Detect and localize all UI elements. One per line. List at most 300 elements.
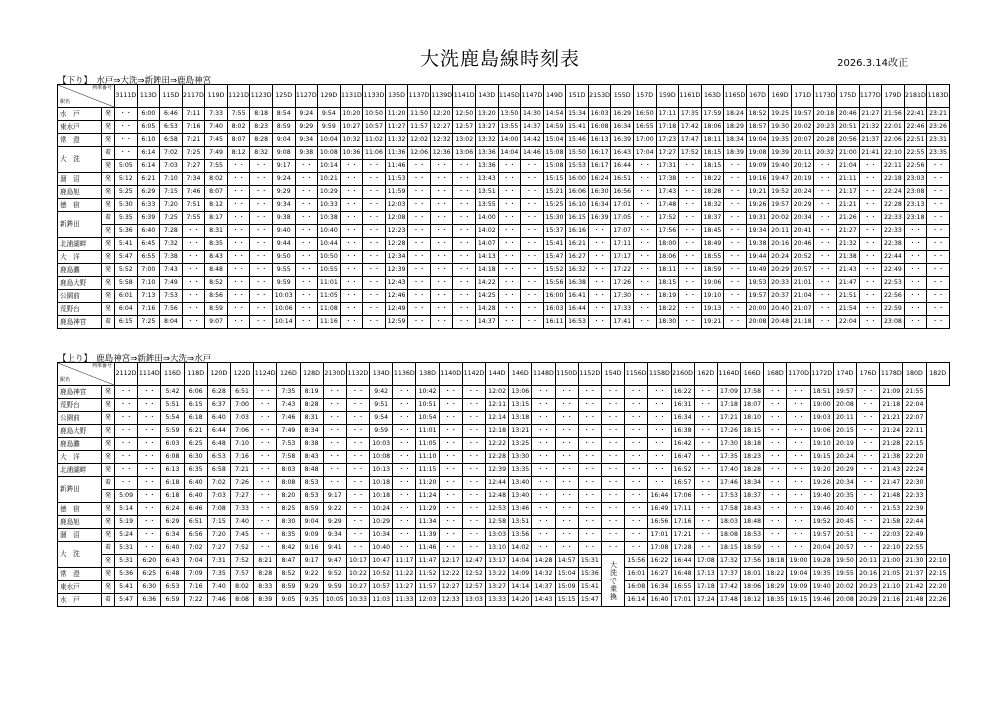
time-cell: ・・ (346, 542, 369, 555)
time-cell: ・・ (588, 277, 611, 290)
time-cell: 16:44 (566, 303, 589, 316)
time-cell: 17:18 (694, 581, 717, 594)
time-cell: ・・ (430, 212, 453, 225)
train-number-cell: 1172D (810, 363, 833, 386)
time-cell: 5:41 (115, 581, 138, 594)
time-cell: 19:57 (810, 529, 833, 542)
time-cell: 13:03 (462, 594, 485, 607)
station-name-cell: 徳 宿 (58, 503, 102, 516)
time-cell: ・・ (927, 199, 950, 212)
time-cell: ・・ (393, 490, 416, 503)
time-cell: 16:29 (611, 108, 634, 121)
time-cell: 20:51 (833, 529, 856, 542)
time-cell: 18:11 (701, 134, 724, 147)
time-cell: ・・ (857, 516, 880, 529)
time-cell: 8:03 (277, 464, 300, 477)
time-cell: 21:18 (880, 399, 903, 412)
time-cell: ・・ (578, 529, 601, 542)
time-cell: 21:04 (837, 160, 860, 173)
time-cell: ・・ (633, 251, 656, 264)
time-cell: 7:02 (184, 542, 207, 555)
corner-train-number-label: 列車番号 (91, 363, 112, 369)
arrive-depart-cell: 発 (102, 186, 115, 199)
time-cell: 12:36 (430, 147, 453, 160)
time-cell: ・・ (250, 264, 273, 277)
train-number-cell: 175D (837, 85, 860, 108)
time-cell: 18:37 (701, 212, 724, 225)
time-cell: ・・ (764, 503, 787, 516)
time-cell: 16:22 (648, 555, 671, 568)
time-cell: 20:12 (791, 160, 814, 173)
time-cell: 10:03 (272, 290, 295, 303)
table-row (58, 173, 950, 186)
time-cell: 8:59 (272, 121, 295, 134)
time-cell: ・・ (393, 529, 416, 542)
time-cell: 8:21 (254, 555, 277, 568)
time-cell: 22:59 (882, 303, 905, 316)
time-cell: ・・ (764, 399, 787, 412)
time-cell: ・・ (295, 225, 318, 238)
time-cell: ・・ (363, 160, 386, 173)
time-cell: 15:04 (543, 134, 566, 147)
time-cell: 15:46 (566, 134, 589, 147)
table-row (58, 529, 950, 542)
time-cell: ・・ (625, 490, 648, 503)
time-cell: 6:18 (184, 412, 207, 425)
time-cell: 10:29 (318, 186, 341, 199)
time-cell: 5:47 (115, 594, 138, 607)
time-cell: 23:31 (927, 134, 950, 147)
time-cell: ・・ (532, 451, 555, 464)
time-cell: 21:26 (837, 212, 860, 225)
time-cell: 14:00 (498, 134, 521, 147)
time-cell: 8:48 (300, 464, 323, 477)
time-cell: 14:04 (498, 147, 521, 160)
header-corner-cell (58, 363, 115, 386)
time-cell: ・・ (633, 264, 656, 277)
time-cell: 7:20 (160, 199, 183, 212)
time-cell: 7:22 (184, 594, 207, 607)
train-number-cell: 3111D (115, 85, 138, 108)
time-cell: ・・ (408, 160, 431, 173)
time-cell: ・・ (588, 238, 611, 251)
time-cell: ・・ (578, 503, 601, 516)
time-cell: 18:32 (701, 199, 724, 212)
time-cell: 18:48 (741, 516, 764, 529)
time-cell: ・・ (227, 251, 250, 264)
time-cell: 9:55 (272, 264, 295, 277)
time-cell: 22:33 (882, 212, 905, 225)
time-cell: ・・ (408, 238, 431, 251)
time-cell: 7:25 (160, 212, 183, 225)
time-cell: 17:56 (656, 225, 679, 238)
time-cell: ・・ (439, 464, 462, 477)
time-cell: ・・ (254, 503, 277, 516)
time-cell: ・・ (453, 160, 476, 173)
time-cell: 6:46 (160, 108, 183, 121)
time-cell: 20:16 (857, 568, 880, 581)
time-cell: 20:52 (791, 251, 814, 264)
time-cell: 11:36 (385, 147, 408, 160)
time-cell: 13:33 (486, 594, 509, 607)
time-cell: 19:28 (810, 555, 833, 568)
time-cell: 18:51 (810, 386, 833, 399)
time-cell: 18:12 (741, 594, 764, 607)
arrive-depart-cell: 発 (102, 412, 115, 425)
time-cell: 7:53 (277, 438, 300, 451)
time-cell: 21:54 (837, 303, 860, 316)
time-cell: 20:11 (769, 225, 792, 238)
table-row (58, 399, 950, 412)
arrive-depart-cell: 発 (102, 225, 115, 238)
time-cell: 6:20 (138, 555, 161, 568)
time-cell: 7:45 (230, 529, 253, 542)
time-cell: 20:18 (814, 108, 837, 121)
time-cell: ・・ (182, 225, 205, 238)
time-cell: 5:19 (115, 516, 138, 529)
time-cell: ・・ (927, 264, 950, 277)
time-cell: ・・ (724, 238, 747, 251)
time-cell: 15:31 (578, 555, 601, 568)
time-cell: 10:50 (318, 251, 341, 264)
time-cell: ・・ (787, 490, 810, 503)
time-cell: 13:43 (476, 173, 499, 186)
time-cell: 22:24 (903, 464, 926, 477)
time-cell: 20:24 (833, 451, 856, 464)
train-number-header-row (58, 363, 950, 386)
time-cell: ・・ (393, 464, 416, 477)
table-row (58, 516, 950, 529)
time-cell: ・・ (408, 277, 431, 290)
time-cell: ・・ (115, 121, 138, 134)
time-cell: 14:46 (521, 147, 544, 160)
time-cell: ・・ (787, 438, 810, 451)
time-cell: ・・ (578, 516, 601, 529)
header-corner-cell (58, 85, 115, 108)
time-cell: ・・ (250, 251, 273, 264)
time-cell: 6:15 (184, 399, 207, 412)
time-cell: ・・ (787, 399, 810, 412)
time-cell: 8:28 (300, 399, 323, 412)
time-cell: 7:49 (277, 425, 300, 438)
time-cell: 21:04 (791, 290, 814, 303)
time-cell: 7:55 (227, 108, 250, 121)
time-cell: 22:10 (882, 147, 905, 160)
time-cell: ・・ (904, 225, 927, 238)
time-cell: 7:46 (277, 412, 300, 425)
train-number-cell: 144D (486, 363, 509, 386)
time-cell: 11:17 (393, 555, 416, 568)
time-cell: 13:51 (476, 186, 499, 199)
time-cell: 19:06 (701, 277, 724, 290)
time-cell: 7:16 (182, 121, 205, 134)
time-cell: 13:20 (476, 108, 499, 121)
station-name-cell: 徳 宿 (58, 199, 102, 212)
time-cell: ・・ (430, 199, 453, 212)
time-cell: ・・ (633, 277, 656, 290)
time-cell: 16:55 (633, 121, 656, 134)
arrive-depart-cell: 発 (102, 555, 115, 568)
time-cell: 17:37 (717, 568, 740, 581)
time-cell: 7:57 (230, 568, 253, 581)
time-cell: ・・ (633, 173, 656, 186)
train-number-cell: 138D (416, 363, 439, 386)
time-cell: 8:59 (205, 303, 228, 316)
time-cell: 16:44 (648, 490, 671, 503)
time-cell: 20:35 (833, 490, 856, 503)
time-cell: 12:43 (385, 277, 408, 290)
train-number-cell: 146D (509, 363, 532, 386)
time-cell: 10:05 (323, 594, 346, 607)
down-section-label: 【下り】 水戸⇒大洗⇒新鉾田⇒鹿島神宮 (58, 76, 212, 86)
corner-train-number-label: 列車番号 (91, 85, 112, 91)
arrive-depart-cell: 発 (102, 386, 115, 399)
time-cell: 12:23 (385, 225, 408, 238)
time-cell: 22:26 (926, 594, 949, 607)
time-cell: ・・ (724, 316, 747, 329)
time-cell: 21:18 (791, 316, 814, 329)
time-cell: 20:24 (769, 251, 792, 264)
time-cell: 15:30 (543, 212, 566, 225)
time-cell: 7:35 (207, 568, 230, 581)
time-cell: 9:09 (300, 529, 323, 542)
time-cell: 16:34 (648, 581, 671, 594)
table-row (58, 277, 950, 290)
train-number-cell: 143D (476, 85, 499, 108)
time-cell: 22:44 (882, 251, 905, 264)
time-cell: 13:10 (486, 542, 509, 555)
time-cell: 20:19 (833, 438, 856, 451)
time-cell: ・・ (532, 503, 555, 516)
time-cell: ・・ (115, 425, 138, 438)
time-cell: 6:05 (137, 121, 160, 134)
time-cell: 17:42 (679, 121, 702, 134)
time-cell: ・・ (430, 160, 453, 173)
time-cell: 7:06 (230, 425, 253, 438)
time-cell: ・・ (625, 464, 648, 477)
time-cell: 19:03 (810, 412, 833, 425)
time-cell: 21:10 (880, 581, 903, 594)
time-cell: ・・ (633, 225, 656, 238)
time-cell: ・・ (814, 303, 837, 316)
time-cell: 10:38 (318, 212, 341, 225)
time-cell: ・・ (927, 160, 950, 173)
time-cell: 6:39 (137, 212, 160, 225)
train-number-cell: 1165D (724, 85, 747, 108)
station-name-cell: 新鉾田 (58, 212, 102, 238)
arrive-depart-cell: 発 (102, 464, 115, 477)
time-cell: 15:08 (543, 147, 566, 160)
train-number-cell: 126D (277, 363, 300, 386)
time-cell: 16:03 (588, 108, 611, 121)
time-cell: ・・ (679, 316, 702, 329)
time-cell: ・・ (323, 477, 346, 490)
train-number-cell: 1148D (532, 363, 555, 386)
time-cell: ・・ (393, 542, 416, 555)
time-cell: ・・ (694, 490, 717, 503)
time-cell: 18:06 (741, 581, 764, 594)
time-cell: 6:21 (137, 173, 160, 186)
time-cell: 14:37 (521, 121, 544, 134)
time-cell: 16:16 (566, 225, 589, 238)
time-cell: ・・ (859, 173, 882, 186)
train-number-cell: 2153D (588, 85, 611, 108)
time-cell: 16:21 (566, 238, 589, 251)
time-cell: 17:26 (611, 277, 634, 290)
time-cell: ・・ (430, 173, 453, 186)
time-cell: 21:16 (880, 594, 903, 607)
time-cell: 6:28 (207, 386, 230, 399)
time-cell: ・・ (724, 251, 747, 264)
time-cell: 22:28 (882, 199, 905, 212)
time-cell: 6:58 (207, 464, 230, 477)
time-cell: ・・ (393, 438, 416, 451)
train-number-header-row (58, 85, 950, 108)
time-cell: 13:02 (453, 134, 476, 147)
time-cell: ・・ (859, 290, 882, 303)
time-cell: 6:29 (137, 186, 160, 199)
time-cell: 13:17 (486, 555, 509, 568)
time-cell: 12:27 (439, 581, 462, 594)
train-number-cell: 163D (701, 85, 724, 108)
time-cell: ・・ (859, 251, 882, 264)
train-number-cell: 1124D (254, 363, 277, 386)
time-cell: ・・ (578, 542, 601, 555)
time-cell: 18:18 (741, 438, 764, 451)
time-cell: 8:23 (250, 121, 273, 134)
time-cell: 20:46 (791, 238, 814, 251)
time-cell: 18:34 (724, 134, 747, 147)
time-cell: ・・ (439, 516, 462, 529)
arrive-depart-cell: 発 (102, 399, 115, 412)
time-cell: 7:53 (160, 290, 183, 303)
time-cell: 8:20 (277, 490, 300, 503)
time-cell: 19:39 (769, 147, 792, 160)
time-cell: ・・ (787, 516, 810, 529)
time-cell: 15:37 (543, 225, 566, 238)
time-cell: ・・ (295, 277, 318, 290)
time-cell: ・・ (340, 238, 363, 251)
time-cell: 10:14 (272, 316, 295, 329)
time-cell: 21:47 (880, 477, 903, 490)
arrive-depart-cell: 発 (102, 199, 115, 212)
time-cell: 22:15 (926, 568, 949, 581)
time-cell: 17:35 (717, 451, 740, 464)
time-cell: 23:26 (927, 121, 950, 134)
time-cell: ・・ (254, 516, 277, 529)
arrive-depart-cell: 発 (102, 529, 115, 542)
time-cell: 18:06 (701, 121, 724, 134)
time-cell: 10:06 (272, 303, 295, 316)
time-cell: 16:56 (648, 516, 671, 529)
time-cell: 19:13 (701, 303, 724, 316)
time-cell: ・・ (250, 199, 273, 212)
time-cell: 17:32 (717, 555, 740, 568)
arrive-depart-cell: 発 (102, 290, 115, 303)
time-cell: 21:21 (837, 199, 860, 212)
time-cell: ・・ (462, 542, 485, 555)
time-cell: ・・ (182, 277, 205, 290)
time-cell: 20:34 (791, 212, 814, 225)
time-cell: 12:34 (385, 251, 408, 264)
time-cell: 11:33 (393, 594, 416, 607)
time-cell: 8:31 (300, 412, 323, 425)
time-cell: ・・ (498, 186, 521, 199)
time-cell: 7:16 (137, 303, 160, 316)
time-cell: 17:24 (694, 594, 717, 607)
time-cell: 19:57 (769, 199, 792, 212)
time-cell: 6:59 (161, 594, 184, 607)
time-cell: 19:04 (787, 568, 810, 581)
time-cell: 20:48 (769, 316, 792, 329)
time-cell: 18:18 (764, 555, 787, 568)
time-cell: 10:51 (416, 399, 439, 412)
time-cell: 7:40 (205, 121, 228, 134)
time-cell: ・・ (601, 490, 624, 503)
time-cell: 8:56 (205, 290, 228, 303)
time-cell: 18:15 (701, 160, 724, 173)
time-cell: 16:11 (543, 316, 566, 329)
time-cell: ・・ (462, 451, 485, 464)
time-cell: 14:20 (509, 594, 532, 607)
time-cell: 6:18 (161, 490, 184, 503)
time-cell: 19:52 (810, 516, 833, 529)
time-cell: ・・ (633, 186, 656, 199)
time-cell: 6:24 (161, 503, 184, 516)
time-cell: 19:34 (746, 225, 769, 238)
time-cell: 16:06 (566, 186, 589, 199)
arrive-depart-cell: 発 (102, 438, 115, 451)
time-cell: 8:39 (254, 594, 277, 607)
table-row (58, 568, 950, 581)
time-cell: ・・ (787, 529, 810, 542)
time-cell: ・・ (633, 290, 656, 303)
time-cell: ・・ (340, 186, 363, 199)
time-cell: ・・ (588, 264, 611, 277)
time-cell: 10:47 (370, 555, 393, 568)
time-cell: ・・ (555, 399, 578, 412)
time-cell: 5:25 (115, 186, 138, 199)
time-cell: ・・ (430, 251, 453, 264)
arrive-depart-cell: 発 (102, 134, 115, 147)
time-cell: 9:16 (300, 542, 323, 555)
train-number-cell: 135D (385, 85, 408, 108)
time-cell: 6:43 (161, 555, 184, 568)
time-cell: 10:44 (318, 238, 341, 251)
time-cell: 14:32 (532, 568, 555, 581)
time-cell: 18:30 (656, 316, 679, 329)
time-cell: ・・ (927, 303, 950, 316)
time-cell: 20:40 (833, 503, 856, 516)
time-cell: 15:56 (625, 555, 648, 568)
time-cell: 22:10 (926, 555, 949, 568)
time-cell: 6:53 (161, 581, 184, 594)
time-cell: 10:22 (346, 568, 369, 581)
time-cell: ・・ (408, 186, 431, 199)
time-cell: ・・ (498, 212, 521, 225)
time-cell: ・・ (927, 173, 950, 186)
time-cell: 10:40 (318, 225, 341, 238)
time-cell: 19:04 (746, 134, 769, 147)
table-row (58, 121, 950, 134)
time-cell: 10:17 (346, 555, 369, 568)
table-row (58, 555, 950, 568)
time-cell: 7:16 (184, 581, 207, 594)
time-cell: 10:42 (416, 386, 439, 399)
time-cell: ・・ (927, 290, 950, 303)
time-cell: ・・ (115, 438, 138, 451)
time-cell: ・・ (857, 425, 880, 438)
